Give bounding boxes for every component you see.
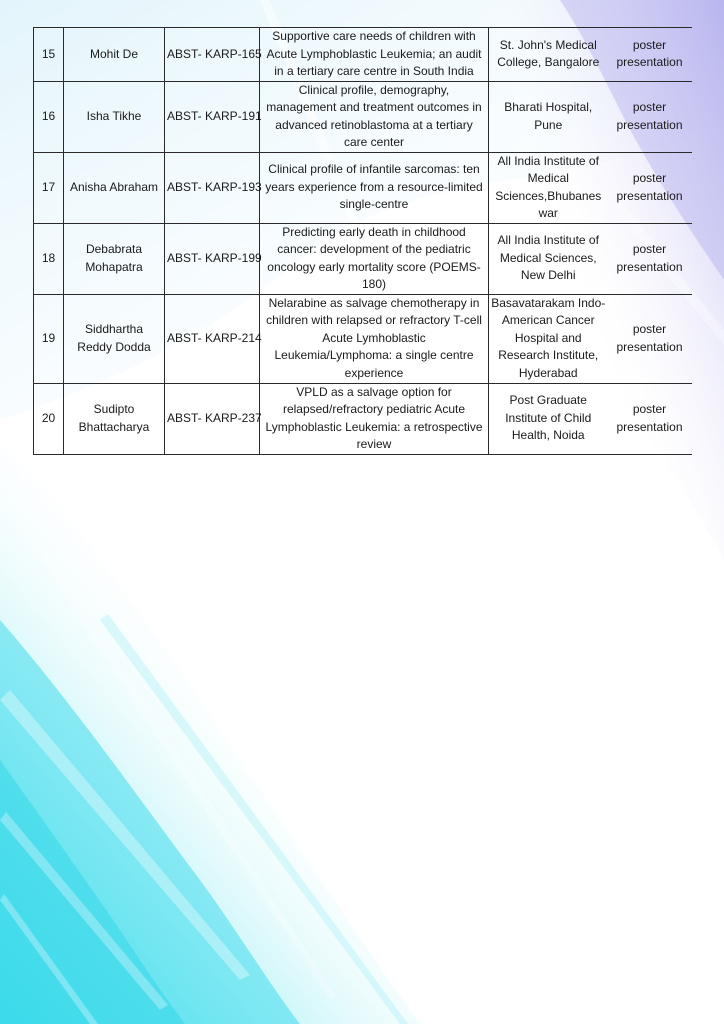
serial-number: 20 — [34, 383, 64, 454]
institution: Bharati Hospital, Pune — [489, 81, 608, 152]
table-row — [34, 28, 692, 82]
institution: All India Institute of Medical Sciences, New Delhi — [489, 223, 608, 294]
presentation-type: poster presentation — [608, 152, 692, 223]
abstract-title: Clinical profile, demography, management and treatment outcomes in advanced retinoblastoma at a tertiary care center — [260, 81, 489, 152]
serial-number: 18 — [34, 223, 64, 294]
presentation-type: poster presentation — [608, 81, 692, 152]
table-row — [34, 383, 692, 454]
abstract-id: ABST- KARP-165 — [165, 28, 260, 82]
serial-number: 16 — [34, 81, 64, 152]
serial-number: 15 — [34, 28, 64, 82]
abstract-title: VPLD as a salvage option for relapsed/refractory pediatric Acute Lymphoblastic Leukemia: a retrospective review — [260, 383, 489, 454]
abstract-title: Predicting early death in childhood cancer: development of the pediatric oncology early mortality score (POEMS-180) — [260, 223, 489, 294]
presenter-name: Mohit De — [64, 28, 165, 82]
abstract-id: ABST- KARP-214 — [165, 294, 260, 383]
presentation-type: poster presentation — [608, 28, 692, 82]
presenter-name: Debabrata Mohapatra — [64, 223, 165, 294]
serial-number: 19 — [34, 294, 64, 383]
presenter-name: Anisha Abraham — [64, 152, 165, 223]
presenter-name: Siddhartha Reddy Dodda — [64, 294, 165, 383]
presentation-type: poster presentation — [608, 294, 692, 383]
abstract-id: ABST- KARP-193 — [165, 152, 260, 223]
presentation-type: poster presentation — [608, 223, 692, 294]
presenter-name: Sudipto Bhattacharya — [64, 383, 165, 454]
presenter-name: Isha Tikhe — [64, 81, 165, 152]
abstract-title: Nelarabine as salvage chemotherapy in children with relapsed or refractory T-cell Acute Lymhoblastic Leukemia/Lymphoma: a single centre experience — [260, 294, 489, 383]
institution: All India Institute of Medical Sciences,Bhubaneswar — [489, 152, 608, 223]
institution: Basavatarakam Indo-American Cancer Hospital and Research Institute, Hyderabad — [489, 294, 608, 383]
table-row — [34, 81, 692, 152]
presentation-type: poster presentation — [608, 383, 692, 454]
presentation-schedule-table — [33, 27, 692, 455]
abstract-id: ABST- KARP-199 — [165, 223, 260, 294]
abstract-title: Supportive care needs of children with Acute Lymphoblastic Leukemia; an audit in a tertiary care centre in South India — [260, 28, 489, 82]
institution: St. John's Medical College, Bangalore — [489, 28, 608, 82]
abstract-id: ABST- KARP-191 — [165, 81, 260, 152]
abstract-id: ABST- KARP-237 — [165, 383, 260, 454]
institution: Post Graduate Institute of Child Health, Noida — [489, 383, 608, 454]
serial-number: 17 — [34, 152, 64, 223]
table-row — [34, 152, 692, 223]
abstract-title: Clinical profile of infantile sarcomas: ten years experience from a resource-limited single-centre — [260, 152, 489, 223]
table-row — [34, 223, 692, 294]
table-row — [34, 294, 692, 383]
